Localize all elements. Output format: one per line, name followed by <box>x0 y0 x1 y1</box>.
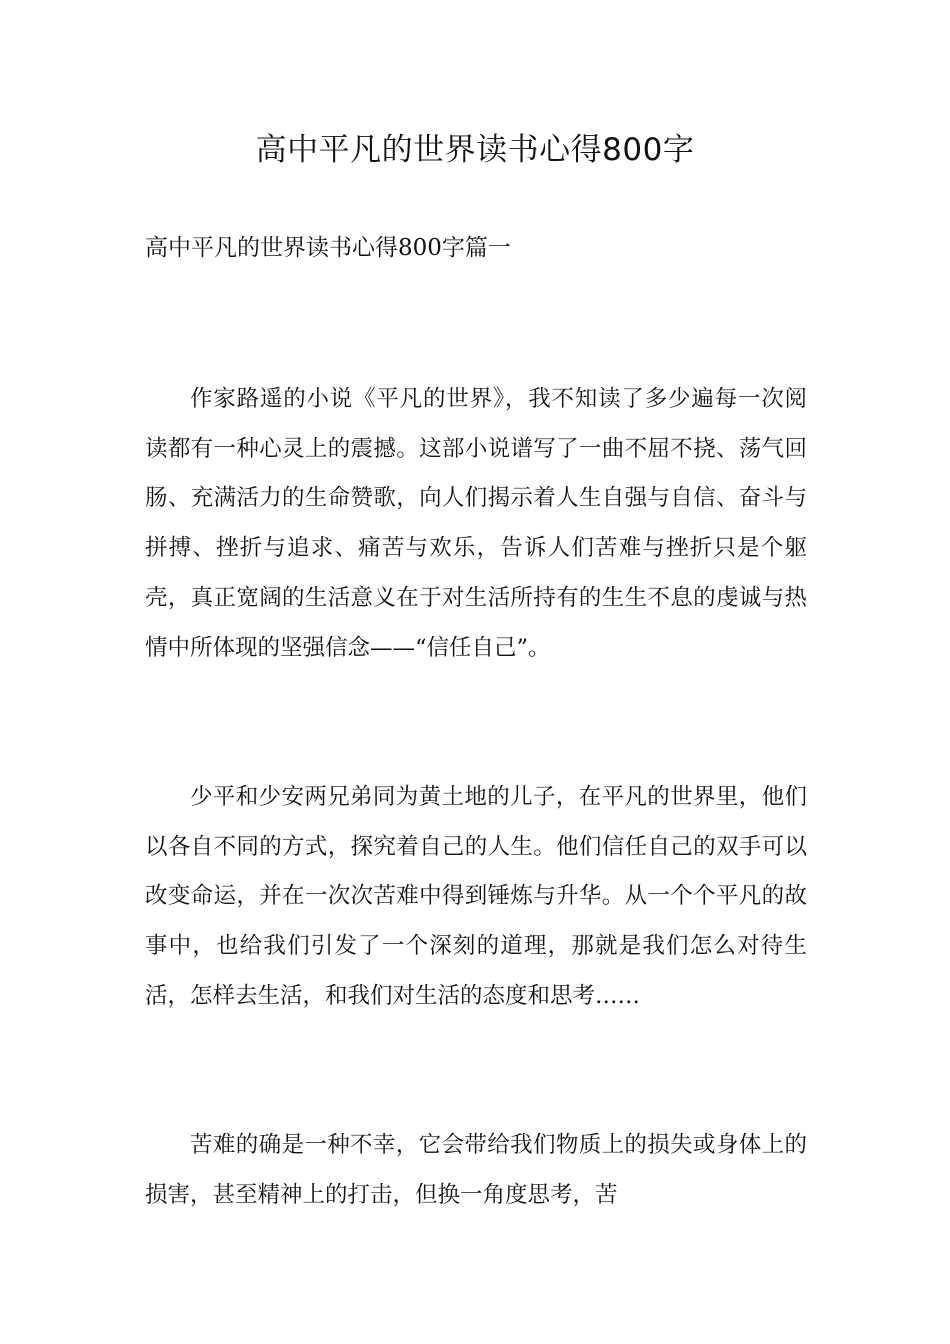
body-paragraph: 苦难的确是一种不幸，它会带给我们物质上的损失或身体上的损害，甚至精神上的打击，但换一角度思考，苦 <box>145 1132 807 1208</box>
section-heading: 高中平凡的世界读书心得800字篇一 <box>145 235 511 261</box>
body-paragraph: 作家路遥的小说《平凡的世界》，我不知读了多少遍每一次阅读都有一种心灵上的震撼。这部小说谱写了一曲不屈不挠、荡气回肠、充满活力的生命赞歌，向人们揭示着人生自强与自信、奋斗与拼搏、挫折与追求、痛苦与欢乐，告诉人们苦难与挫折只是个躯壳，真正宽阔的生活意义在于对生活所持有的生生不息的虔诚与热情中所体现的坚强信念——“信任自己”。 <box>145 386 807 661</box>
document-title: 高中平凡的世界读书心得800字 <box>255 132 695 168</box>
body-paragraph: 少平和少安两兄弟同为黄土地的儿子，在平凡的世界里，他们以各自不同的方式，探究着自己的人生。他们信任自己的双手可以改变命运，并在一次次苦难中得到锤炼与升华。从一个个平凡的故事中，也给我们引发了一个深刻的道理，那就是我们怎么对待生活，怎样去生活，和我们对生活的态度和思考…… <box>145 784 807 1009</box>
